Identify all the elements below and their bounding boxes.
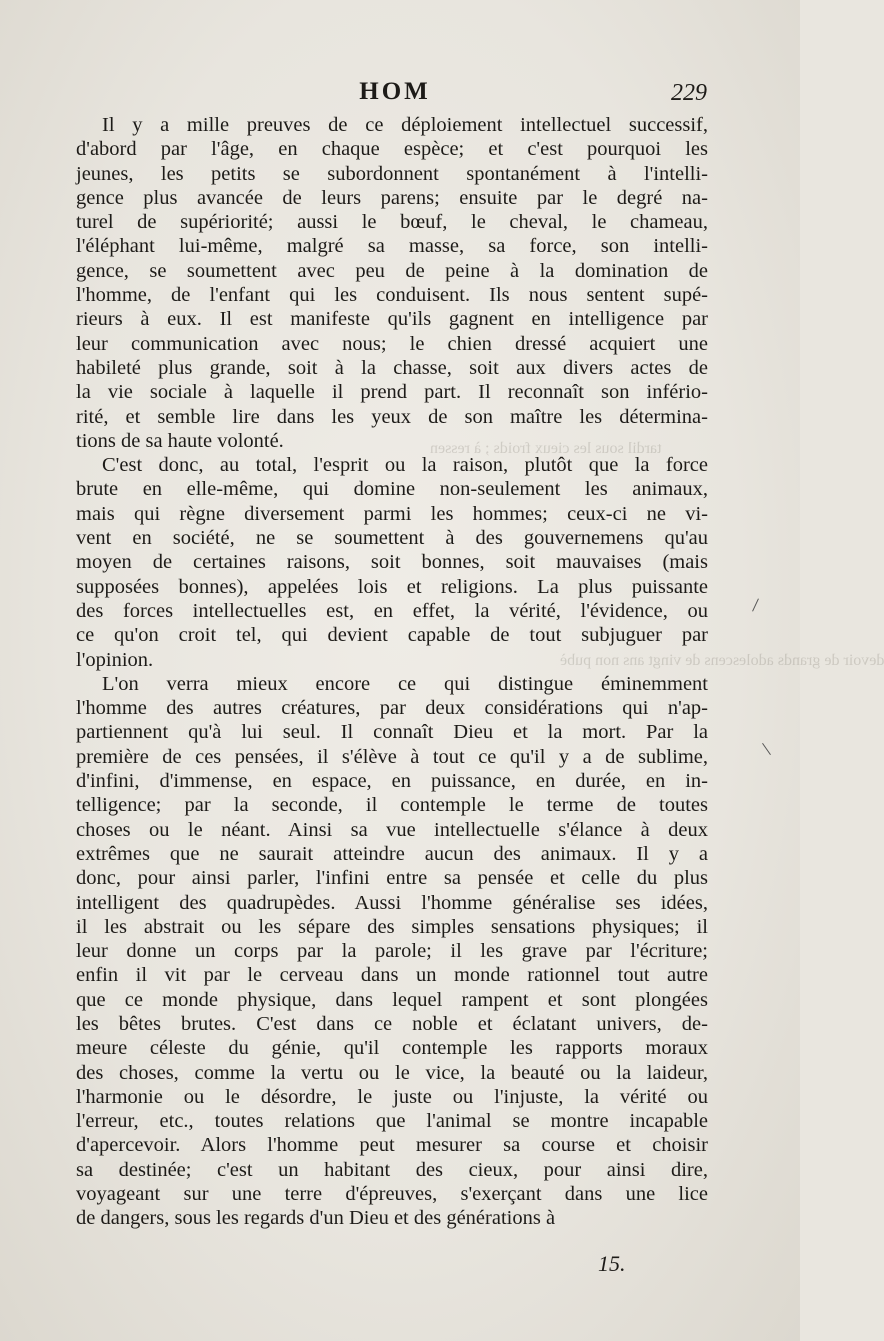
text-line: rieurs à eux. Il est manifeste qu'ils gagnent en intelligence par [76,308,708,331]
text-line: supposées bonnes), appelées lois et religions. La plus puissante [76,575,708,598]
text-line: première de ces pensées, il s'élève à tout ce qu'il y a de sublime, [76,745,708,768]
margin-mark [762,743,771,755]
text-line: mais qui règne diversement parmi les hommes; ceux-ci ne vi- [76,502,708,525]
text-line: l'homme, de l'enfant qui les conduisent. Ils nous sentent supé- [76,284,708,307]
text-line: des choses, comme la vertu ou le vice, la beauté ou la laideur, [76,1061,708,1084]
text-line: rité, et semble lire dans les yeux de son maître les détermina- [76,405,708,428]
text-line: gence, se soumettent avec peu de peine à la domination de [76,259,708,282]
text-line: d'apercevoir. Alors l'homme peut mesurer sa course et choisir [76,1134,708,1157]
text-line: sa destinée; c'est un habitant des cieux, pour ainsi dire, [76,1158,708,1181]
text-line: donc, pour ainsi parler, l'infini entre sa pensée et celle du plus [76,867,708,890]
text-line: tions de sa haute volonté. [76,429,284,452]
text-line: gence plus avancée de leurs parens; ensuite par le degré na- [76,186,708,209]
text-line: la vie sociale à laquelle il prend part. Il reconnaît son infério- [76,381,708,404]
text-line: C'est donc, au total, l'esprit ou la raison, plutôt que la force [102,454,708,477]
text-line: l'opinion. [76,648,154,671]
text-line: ce qu'on croit tel, qui devient capable de tout subjuguer par [76,624,708,647]
text-line: les bêtes brutes. C'est dans ce noble et éclatant univers, de- [76,1012,708,1035]
body-text [76,113,708,1231]
text-line: d'abord par l'âge, en chaque espèce; et c'est pourquoi les [76,138,708,161]
text-line: leur donne un corps par la parole; il les grave par l'écriture; [76,940,708,963]
text-line: enfin il vit par le cerveau dans un monde rationnel tout autre [76,964,708,987]
text-line: il les abstrait ou les sépare des simples sensations physiques; il [76,915,708,938]
text-line: turel de supériorité; aussi le bœuf, le cheval, le chameau, [76,211,708,234]
text-line: moyen de certaines raisons, soit bonnes, soit mauvaises (mais [76,551,708,574]
text-line: leur communication avec nous; le chien dressé acquiert une [76,332,708,355]
bleed-through-text: devoir de grands adolescens de vingt ans non pubè [560,652,884,669]
paragraph [76,453,708,672]
text-line: jeunes, les petits se subordonnent spontanément à l'intelli- [76,162,708,185]
text-line: extrêmes que ne saurait atteindre aucun des animaux. Il y a [76,842,708,865]
text-line: meure céleste du génie, qu'il contemple les rapports moraux [76,1037,708,1060]
paragraph [76,113,708,453]
text-line: Il y a mille preuves de ce déploiement intellectuel successif, [102,114,708,136]
page-number: 229 [671,80,707,106]
text-line: intelligent des quadrupèdes. Aussi l'homme généralise ses idées, [76,891,708,914]
text-line: de dangers, sous les regards d'un Dieu et des générations à [76,1207,556,1230]
text-line: que ce monde physique, dans lequel rampent et sont plongées [76,988,708,1011]
text-line: l'homme des autres créatures, par deux considérations qui n'ap- [76,697,708,720]
text-line: L'on verra mieux encore ce qui distingue éminemment [102,672,708,695]
text-line: partiennent qu'à lui seul. Il connaît Dieu et la mort. Par la [76,721,708,744]
text-line: voyageant sur une terre d'épreuves, s'exerçant dans une lice [76,1183,708,1206]
text-line: habileté plus grande, soit à la chasse, soit aux divers actes de [76,356,708,379]
text-line: choses ou le néant. Ainsi sa vue intellectuelle s'élance à deux [76,818,708,841]
text-line: l'harmonie ou le désordre, le juste ou l'injuste, la vérité ou [76,1085,708,1108]
text-line: brute en elle-même, qui domine non-seulement les animaux, [76,478,708,501]
text-line: l'éléphant lui-même, malgré sa masse, sa force, son intelli- [76,235,708,258]
margin-mark [752,598,759,611]
text-line: vent en société, ne se soumettent à des gouvernemens qu'au [76,527,708,550]
bleed-through-text: tardil sous les cieux froids ; à ressen [430,440,662,457]
paragraph [76,672,708,1231]
text-line: des forces intellectuelles est, en effet, la vérité, l'évidence, ou [76,599,708,622]
text-line: l'erreur, etc., toutes relations que l'animal se montre incapable [76,1110,708,1133]
signature-mark: 15. [598,1251,626,1276]
text-line: telligence; par la seconde, il contemple le terme de toutes [76,794,708,817]
running-head: HOM [359,78,431,105]
text-line: d'infini, d'immense, en espace, en puissance, en durée, en in- [76,770,708,793]
page-header [0,78,800,114]
